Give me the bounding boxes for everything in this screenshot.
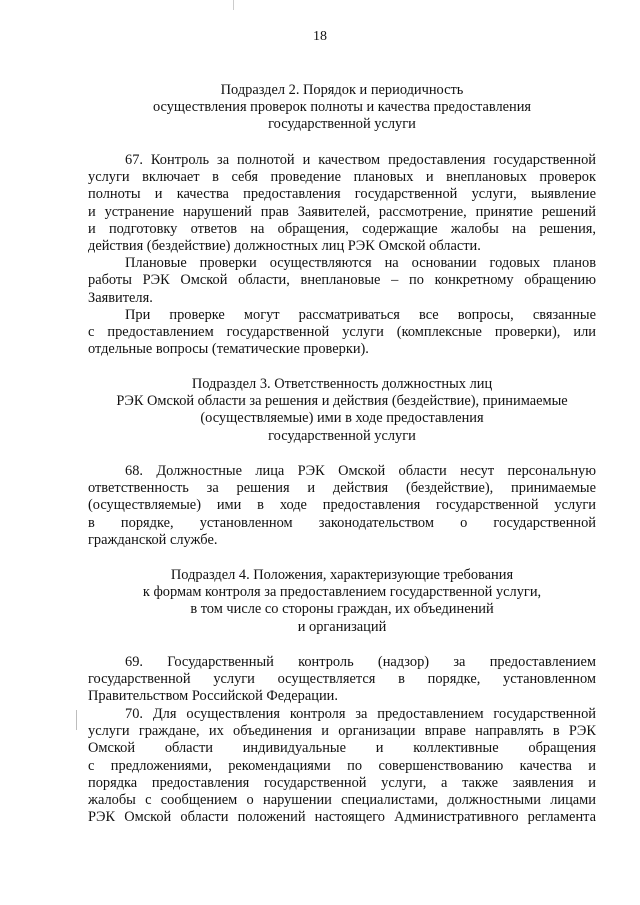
text-line: государственной услуги осуществляется в порядке, установленном bbox=[88, 671, 596, 688]
heading-line: к формам контроля за предоставлением государственной услуги, bbox=[142, 584, 542, 601]
text-line: 70. Для осуществления контроля за предоставлением государственной bbox=[125, 706, 596, 722]
scan-mark bbox=[76, 710, 77, 730]
text-line: услуги включает в себя проведение плановых и внеплановых проверок bbox=[88, 169, 596, 186]
text-line: (осуществляемые) ими в ходе предоставления государственной услуги bbox=[88, 497, 596, 514]
heading-line: в том числе со стороны граждан, их объединений bbox=[190, 601, 494, 618]
text-line: Заявителя. bbox=[88, 289, 153, 306]
heading-line: и организаций bbox=[297, 618, 387, 635]
paragraph-70 bbox=[88, 706, 596, 826]
text-line: Правительством Российской Федерации. bbox=[88, 688, 338, 705]
heading-line: Подраздел 3. Ответственность должностных лиц bbox=[191, 376, 493, 392]
text-line: жалобы с сообщением о нарушении специалистами, должностными лицами bbox=[88, 792, 596, 809]
text-line: порядка предоставления государственной услуги, а также заявления и bbox=[88, 774, 596, 791]
text-line: и устранение нарушений прав Заявителей, рассмотрение, принятие решений bbox=[88, 203, 596, 220]
page-number: 18 bbox=[313, 29, 327, 44]
text-line: 68. Должностные лица РЭК Омской области несут персональную bbox=[125, 463, 596, 479]
paragraph-67 bbox=[88, 152, 596, 358]
text-line: отдельные вопросы (тематические проверки). bbox=[88, 341, 369, 358]
paragraph-68 bbox=[88, 463, 596, 549]
text-line: Плановые проверки осуществляются на основании годовых планов bbox=[125, 255, 596, 272]
text-line: Омской области индивидуальные и коллективные обращения bbox=[88, 740, 596, 757]
subsection-3-heading bbox=[88, 376, 596, 445]
heading-line: осуществления проверок полноты и качества предоставления bbox=[152, 99, 532, 116]
text-line: услуги граждане, их объединения и организации вправе направлять в РЭК bbox=[88, 723, 596, 740]
heading-line: (осуществляемые) ими в ходе предоставления bbox=[200, 410, 484, 427]
text-line: При проверке могут рассматриваться все вопросы, связанные bbox=[125, 306, 596, 323]
text-line: 69. Государственный контроль (надзор) за предоставлением bbox=[125, 654, 596, 670]
text-line: гражданской службе. bbox=[88, 531, 218, 548]
heading-line: Подраздел 2. Порядок и периодичность bbox=[220, 82, 464, 98]
paragraph-69 bbox=[88, 654, 596, 706]
text-line: и подготовку ответов на обращения, содержащие жалобы на решения, bbox=[88, 220, 596, 237]
heading-line: РЭК Омской области за решения и действия (бездействие), принимаемые bbox=[116, 393, 568, 410]
text-line: ответственность за решения и действия (бездействие), принимаемые bbox=[88, 480, 596, 497]
subsection-4-heading bbox=[88, 567, 596, 636]
text-line: действия (бездействие) должностных лиц РЭК Омской области. bbox=[88, 238, 481, 255]
scan-mark bbox=[233, 0, 234, 10]
text-line: полноты и качества предоставления государственной услуги, выявление bbox=[88, 186, 596, 203]
text-line: 67. Контроль за полнотой и качеством предоставления государственной bbox=[125, 152, 596, 168]
text-line: РЭК Омской области положений настоящего Административного регламента bbox=[88, 809, 596, 826]
heading-line: государственной услуги bbox=[268, 427, 416, 444]
text-line: в порядке, установленном законодательством о государственной bbox=[88, 514, 596, 531]
text-line: работы РЭК Омской области, внеплановые – по конкретному обращению bbox=[88, 272, 596, 289]
text-line: с предоставлением государственной услуги (комплексные проверки), или bbox=[88, 324, 596, 341]
heading-line: государственной услуги bbox=[268, 116, 416, 133]
heading-line: Подраздел 4. Положения, характеризующие требования bbox=[170, 567, 514, 583]
subsection-2-heading bbox=[88, 82, 596, 134]
text-line: с предложениями, рекомендациями по совершенствованию качества и bbox=[88, 757, 596, 774]
